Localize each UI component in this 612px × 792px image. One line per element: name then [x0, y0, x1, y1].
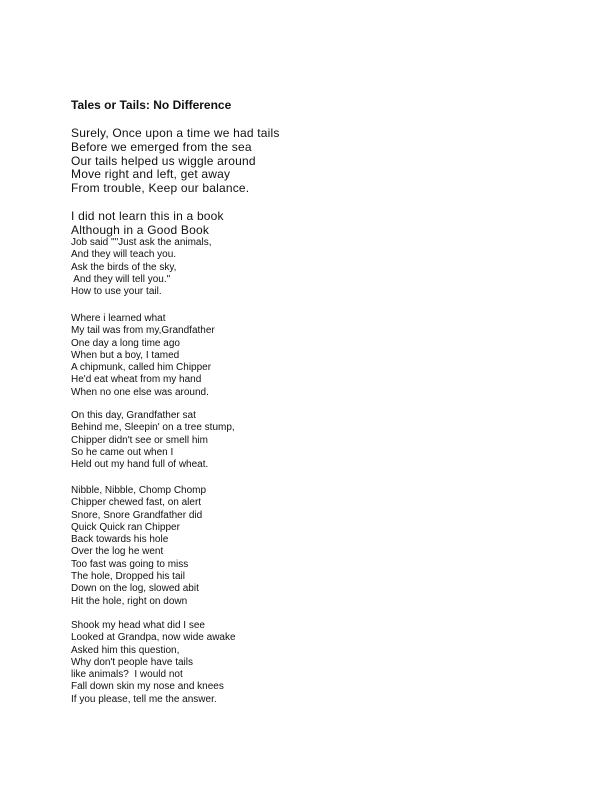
- poem-title: Tales or Tails: No Difference: [71, 98, 232, 112]
- stanza-4: [71, 410, 235, 471]
- poem-line: And they will teach you.: [71, 249, 177, 261]
- poem-line: Although in a Good Book: [71, 222, 210, 237]
- poem-line: On this day, Grandfather sat: [71, 410, 196, 421]
- stanza-6: [71, 620, 236, 706]
- poem-line: Chipper didn't see or smell him: [71, 434, 208, 446]
- poem-line: Snore, Snore Grandfather did: [71, 509, 203, 521]
- stanza-5: [71, 485, 206, 608]
- poem-line: Job said ""Just ask the animals,: [71, 237, 212, 248]
- poem-line: One day a long time ago: [71, 337, 180, 349]
- poem-line: like animals? I would not: [71, 669, 183, 681]
- stanza-3: [71, 313, 215, 399]
- poem-line: Nibble, Nibble, Chomp Chomp: [71, 485, 207, 496]
- poem-line: Hit the hole, right on down: [71, 595, 188, 607]
- poem-line: And they will tell you.": [71, 273, 171, 285]
- poem-line: A chipmunk, called him Chipper: [71, 362, 212, 374]
- poem-line: My tail was from my,Grandfather: [71, 325, 215, 337]
- poem-line: When but a boy, I tamed: [71, 349, 180, 361]
- poem-line: Down on the log, slowed abit: [71, 583, 199, 595]
- poem-line: He'd eat wheat from my hand: [71, 374, 202, 386]
- poem-line: How to use your tail.: [71, 286, 162, 298]
- poem-line: Fall down skin my nose and knees: [71, 681, 224, 693]
- poem-line: Ask the birds of the sky,: [71, 261, 177, 273]
- poem-line: So he came out when I: [71, 446, 174, 458]
- poem-line: Quick Quick ran Chipper: [71, 521, 180, 533]
- poem-line: Back towards his hole: [71, 534, 169, 546]
- poem-line: From trouble, Keep our balance.: [71, 181, 250, 196]
- poem-line: Behind me, Sleepin' on a tree stump,: [71, 422, 235, 434]
- poem-line: Our tails helped us wiggle around: [71, 153, 256, 168]
- poem-line: Move right and left, get away: [71, 167, 231, 182]
- poem-line: When no one else was around.: [71, 386, 209, 398]
- stanza-1: [71, 127, 280, 196]
- poem-line: Held out my hand full of wheat.: [71, 459, 209, 471]
- poem-line: Over the log he went: [71, 546, 164, 558]
- poem-line: Shook my head what did I see: [71, 620, 205, 631]
- stanza-2: [71, 210, 224, 238]
- poem-line: Looked at Grandpa, now wide awake: [71, 632, 236, 644]
- stanza-2-quote: [71, 237, 212, 298]
- poem-line: Chipper chewed fast, on alert: [71, 497, 202, 509]
- poem-line: Surely, Once upon a time we had tails: [71, 126, 280, 140]
- poem-line: Where i learned what: [71, 313, 166, 324]
- poem-line: Too fast was going to miss: [71, 558, 189, 570]
- poem-line: Before we emerged from the sea: [71, 139, 252, 154]
- poem-line: Asked him this question,: [71, 644, 180, 656]
- poem-line: If you please, tell me the answer.: [71, 693, 217, 705]
- poem-line: The hole, Dropped his tail: [71, 571, 185, 583]
- poem-line: Why don't people have tails: [71, 656, 193, 668]
- poem-line: I did not learn this in a book: [71, 209, 224, 223]
